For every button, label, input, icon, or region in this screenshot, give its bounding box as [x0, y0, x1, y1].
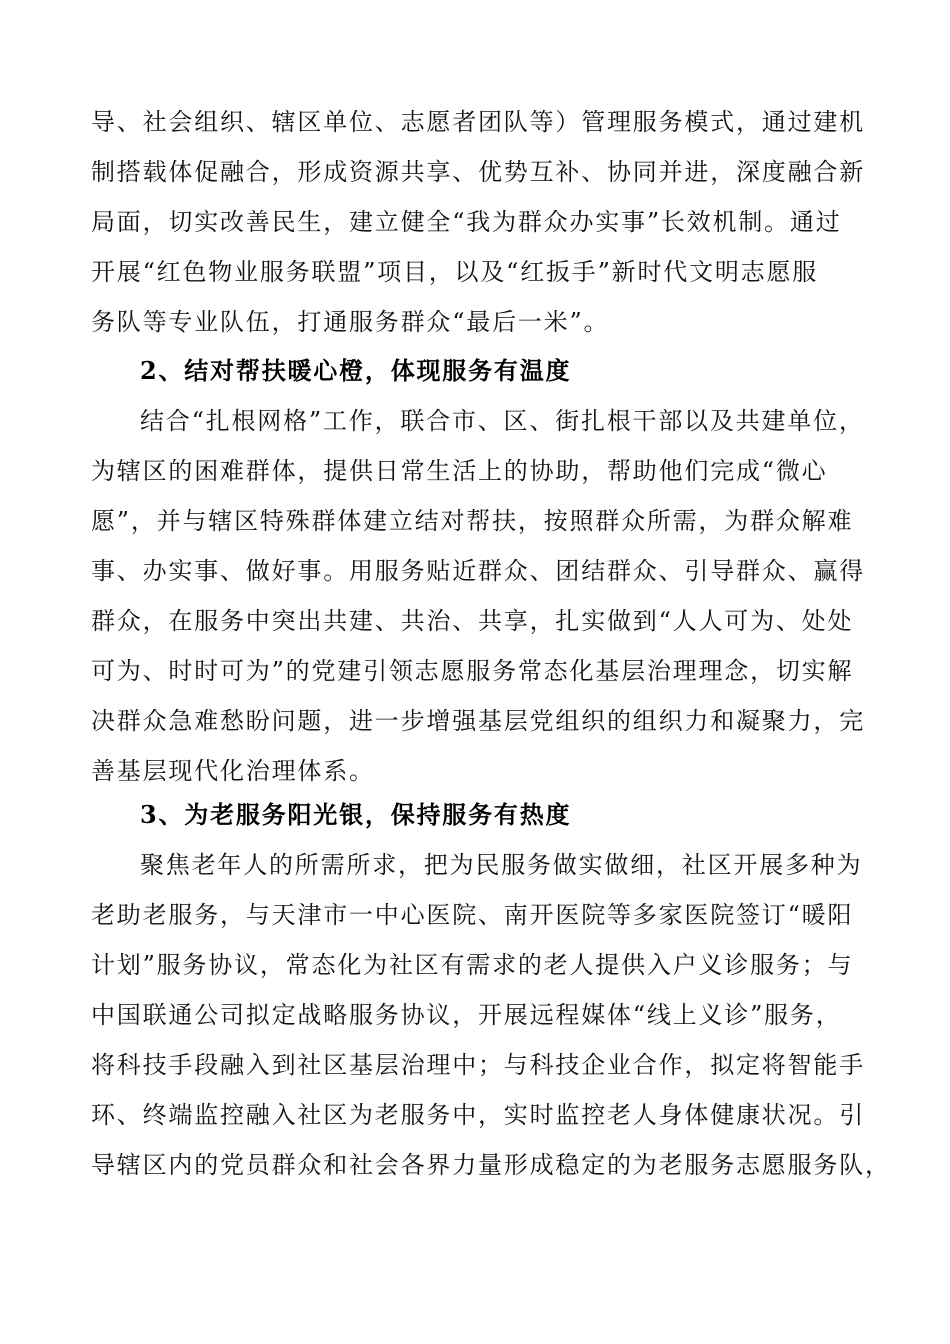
body-line: 导、社会组织、辖区单位、志愿者团队等）管理服务模式，通过建机 — [91, 108, 865, 136]
body-line: 结合“扎根网格”工作，联合市、区、街扎根干部以及共建单位， — [140, 407, 865, 435]
body-line: 聚焦老年人的所需所求，把为民服务做实做细，社区开展多种为 — [140, 851, 863, 879]
body-line: 制搭载体促融合，形成资源共享、优势互补、协同并进，深度融合新 — [91, 158, 865, 186]
body-line: 可为、时时可为”的党建引领志愿服务常态化基层治理理念，切实解 — [91, 657, 854, 685]
body-line: 为辖区的困难群体，提供日常生活上的协助，帮助他们完成“微心 — [91, 457, 828, 485]
body-line: 计划”服务协议，常态化为社区有需求的老人提供入户义诊服务；与 — [91, 951, 854, 979]
body-line: 老助老服务，与天津市一中心医院、南开医院等多家医院签订“暖阳 — [91, 901, 854, 929]
body-line: 事、办实事、做好事。用服务贴近群众、团结群众、引导群众、赢得 — [91, 557, 865, 585]
body-line: 群众，在服务中突出共建、共治、共享，扎实做到“人人可为、处处 — [91, 607, 854, 635]
body-line: 导辖区内的党员群众和社会各界力量形成稳定的为老服务志愿服务队， — [91, 1151, 891, 1179]
body-line: 愿”，并与辖区特殊群体建立结对帮扶，按照群众所需，为群众解难 — [91, 507, 854, 535]
body-line: 将科技手段融入到社区基层治理中；与科技企业合作，拟定将智能手 — [91, 1051, 865, 1079]
body-line: 开展“红色物业服务联盟”项目，以及“红扳手”新时代文明志愿服 — [91, 258, 819, 286]
body-line: 局面，切实改善民生，建立健全“我为群众办实事”长效机制。通过 — [91, 208, 842, 236]
body-line: 中国联通公司拟定战略服务协议，开展远程媒体“线上义诊”服务， — [91, 1001, 842, 1029]
section-heading: 2、结对帮扶暖心橙，体现服务有温度 — [140, 356, 572, 385]
body-line: 决群众急难愁盼问题，进一步增强基层党组织的组织力和凝聚力，完 — [91, 707, 865, 735]
body-line: 善基层现代化治理体系。 — [91, 757, 375, 785]
section-heading: 3、为老服务阳光银，保持服务有热度 — [140, 800, 572, 829]
body-line: 环、终端监控融入社区为老服务中，实时监控老人身体健康状况。引 — [91, 1101, 865, 1129]
body-line: 务队等专业队伍，打通服务群众“最后一米”。 — [91, 308, 610, 336]
